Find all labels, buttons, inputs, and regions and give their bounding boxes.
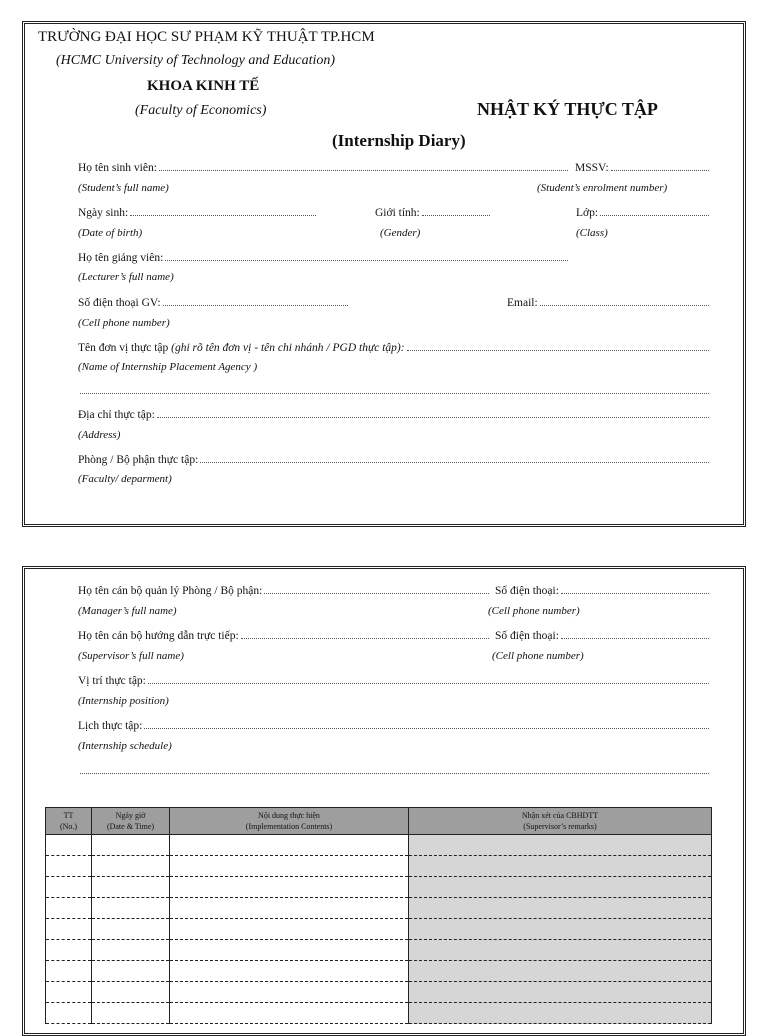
cell-remarks[interactable] [409,835,712,856]
schedule-field[interactable] [78,718,711,733]
lecturer-en: (Lecturer’s full name) [78,271,174,283]
table-row [46,835,712,856]
position-en: (Internship position) [78,695,169,707]
cell-contents[interactable] [170,982,409,1003]
lecturer-field[interactable] [78,250,570,265]
cell-remarks[interactable] [409,877,712,898]
diary-table [45,807,712,1024]
col-header-remarks: Nhận xét của CBHDTT (Supervisor’s remarks) [409,808,712,835]
agency-note: (ghi rõ tên đơn vị - tên chi nhánh / PGD thực tập): [171,342,405,354]
table-row [46,877,712,898]
agency-label: Tên đơn vị thực tập [78,342,169,354]
faculty-name-vn: KHOA KINH TẾ [147,78,260,94]
table-row [46,961,712,982]
cell-contents[interactable] [170,877,409,898]
student-name-en: (Student’s full name) [78,182,169,194]
cell-remarks[interactable] [409,940,712,961]
cell-no[interactable] [46,919,92,940]
school-name-vn: TRƯỜNG ĐẠI HỌC SƯ PHẠM KỸ THUẬT TP.HCM [38,29,375,45]
position-label: Vị trí thực tập: [78,675,146,687]
position-field[interactable] [78,673,711,688]
cell-no[interactable] [46,898,92,919]
supervisor-en: (Supervisor’s full name) [78,650,184,662]
cell-remarks[interactable] [409,919,712,940]
mssv-field[interactable] [575,160,711,175]
cell-date-time[interactable] [92,835,170,856]
department-en: (Faculty/ deparment) [78,473,172,485]
cell-date-time[interactable] [92,982,170,1003]
address-label: Địa chỉ thực tập: [78,409,155,421]
lecturer-phone-field[interactable] [78,295,350,310]
cell-no[interactable] [46,835,92,856]
dob-field[interactable] [78,205,318,220]
class-en: (Class) [576,227,608,239]
agency-extra-line[interactable] [78,383,711,398]
supervisor-field[interactable] [78,628,491,643]
cell-contents[interactable] [170,1003,409,1024]
col-header-no: TT (No.) [46,808,92,835]
mssv-label: MSSV: [575,162,609,174]
table-row [46,856,712,877]
cell-no[interactable] [46,961,92,982]
manager-phone-label: Số điện thoại: [495,585,559,597]
address-en: (Address) [78,429,121,441]
col-header-contents: Nội dung thực hiện (Implementation Contents) [170,808,409,835]
cell-no[interactable] [46,982,92,1003]
cell-contents[interactable] [170,940,409,961]
cell-remarks[interactable] [409,982,712,1003]
cell-no[interactable] [46,940,92,961]
manager-phone-en: (Cell phone number) [488,605,580,617]
cell-date-time[interactable] [92,898,170,919]
cell-remarks[interactable] [409,1003,712,1024]
school-name-en: (HCMC University of Technology and Education) [56,53,336,68]
manager-field[interactable] [78,583,491,598]
cell-remarks[interactable] [409,856,712,877]
lecturer-phone-label: Số điện thoại GV: [78,297,161,309]
email-field[interactable] [507,295,711,310]
email-label: Email: [507,297,538,309]
title-vn: NHẬT KÝ THỰC TẬP [477,99,658,119]
cell-remarks[interactable] [409,961,712,982]
agency-field[interactable] [78,340,711,355]
cell-date-time[interactable] [92,877,170,898]
cell-no[interactable] [46,856,92,877]
diary-table-body [46,835,712,1024]
cell-date-time[interactable] [92,940,170,961]
supervisor-phone-en: (Cell phone number) [492,650,584,662]
table-header-row [46,808,712,835]
cell-date-time[interactable] [92,961,170,982]
faculty-name-en: (Faculty of Economics) [135,103,267,118]
gender-field[interactable] [375,205,492,220]
cell-date-time[interactable] [92,856,170,877]
title-en: (Internship Diary) [332,131,466,150]
cell-contents[interactable] [170,835,409,856]
agency-en: (Name of Internship Placement Agency ) [78,361,258,373]
manager-label: Họ tên cán bộ quản lý Phòng / Bộ phận: [78,585,263,597]
table-row [46,940,712,961]
gender-en: (Gender) [380,227,421,239]
supervisor-phone-field[interactable] [495,628,711,643]
cell-remarks[interactable] [409,898,712,919]
address-field[interactable] [78,407,711,422]
schedule-en: (Internship schedule) [78,740,172,752]
cell-date-time[interactable] [92,1003,170,1024]
cell-contents[interactable] [170,856,409,877]
table-row [46,919,712,940]
department-field[interactable] [78,452,711,467]
cell-no[interactable] [46,1003,92,1024]
supervisor-label: Họ tên cán bộ hướng dẫn trực tiếp: [78,630,239,642]
cell-contents[interactable] [170,919,409,940]
table-row [46,982,712,1003]
mssv-en: (Student’s enrolment number) [537,182,668,194]
dob-en: (Date of birth) [78,227,143,239]
dob-label: Ngày sinh: [78,207,129,219]
schedule-extra-line[interactable] [78,763,711,778]
student-name-label: Họ tên sinh viên: [78,162,157,174]
manager-phone-field[interactable] [495,583,711,598]
table-row [46,898,712,919]
class-label: Lớp: [576,207,599,219]
schedule-label: Lịch thực tập: [78,720,143,732]
cell-date-time[interactable] [92,919,170,940]
supervisor-phone-label: Số điện thoại: [495,630,559,642]
table-row [46,1003,712,1024]
department-label: Phòng / Bộ phận thực tập: [78,454,199,466]
cell-contents[interactable] [170,961,409,982]
lecturer-phone-en: (Cell phone number) [78,317,170,329]
manager-en: (Manager’s full name) [78,605,177,617]
cell-contents[interactable] [170,898,409,919]
lecturer-label: Họ tên giảng viên: [78,252,164,264]
student-name-field[interactable] [78,160,570,175]
class-field[interactable] [576,205,711,220]
col-header-date-time: Ngày giờ (Date & Time) [92,808,170,835]
gender-label: Giới tính: [375,207,420,219]
cell-no[interactable] [46,877,92,898]
